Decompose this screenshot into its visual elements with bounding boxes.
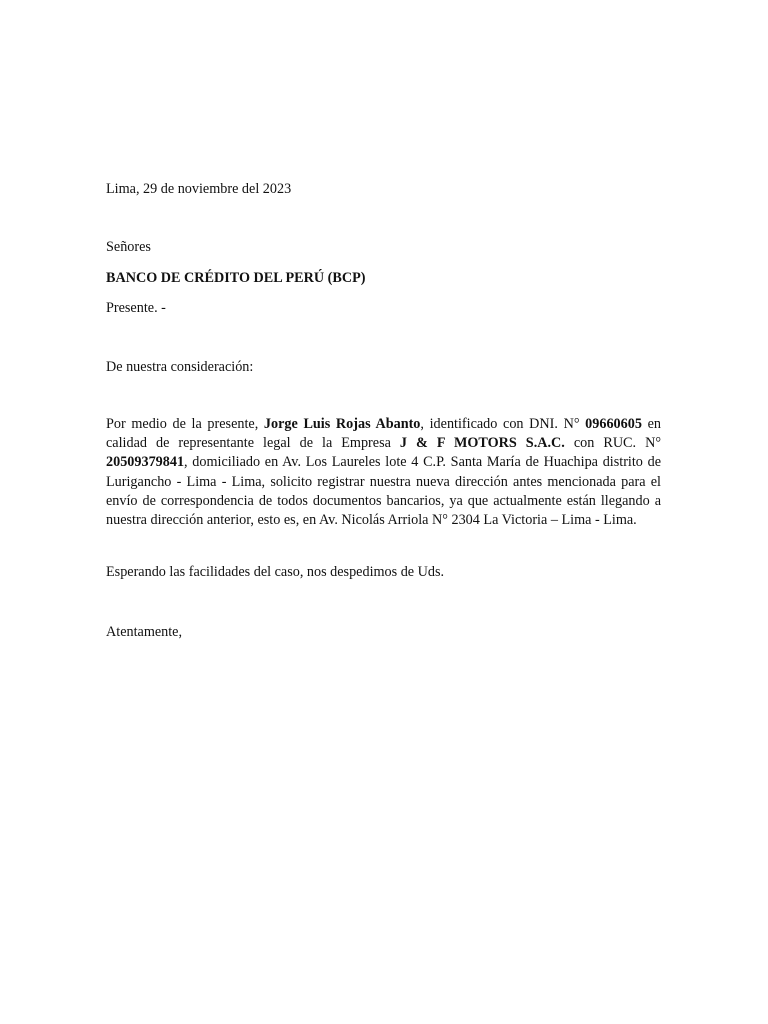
company-name: J & F MOTORS S.A.C. bbox=[399, 435, 565, 452]
salutation: De nuestra consideración: bbox=[106, 359, 254, 375]
date-line: Lima, 29 de noviembre del 2023 bbox=[106, 181, 292, 197]
body-text-4: con RUC. N° bbox=[564, 435, 662, 452]
representative-name: Jorge Luis Rojas Abanto bbox=[263, 416, 421, 432]
recipient-name: BANCO DE CRÉDITO DEL PERÚ (BCP) bbox=[106, 270, 366, 286]
dni-number: 09660605 bbox=[585, 416, 642, 432]
ruc-number: 20509379841 bbox=[106, 454, 185, 471]
greeting: Señores bbox=[106, 239, 151, 255]
body-text-3: en calidad de representante legal de la Empresa bbox=[106, 416, 661, 452]
body-text-2: , identificado con DNI. N° bbox=[420, 416, 586, 432]
closing-line: Esperando las facilidades del caso, nos despedimos de Uds. bbox=[106, 564, 445, 580]
body-text-1: Por medio de la presente, bbox=[106, 416, 264, 432]
body-text-5: , domiciliado en Av. Los Laureles lote 4 C.P. Santa María de Huachipa distrito de Lurigancho - Lima - Lima, solicito registrar nuestra nueva dirección antes mencionada para el envío de correspondencia de todos documentos bancarios, ya que actualmente están llegando a nuestra dirección anterior, esto es, en Av. Nicolás Arriola N° 2304 La Victoria – Lima - Lima. bbox=[106, 454, 661, 529]
presente-line: Presente. - bbox=[106, 300, 166, 316]
body-paragraph bbox=[106, 415, 661, 530]
sign-off: Atentamente, bbox=[106, 624, 183, 640]
